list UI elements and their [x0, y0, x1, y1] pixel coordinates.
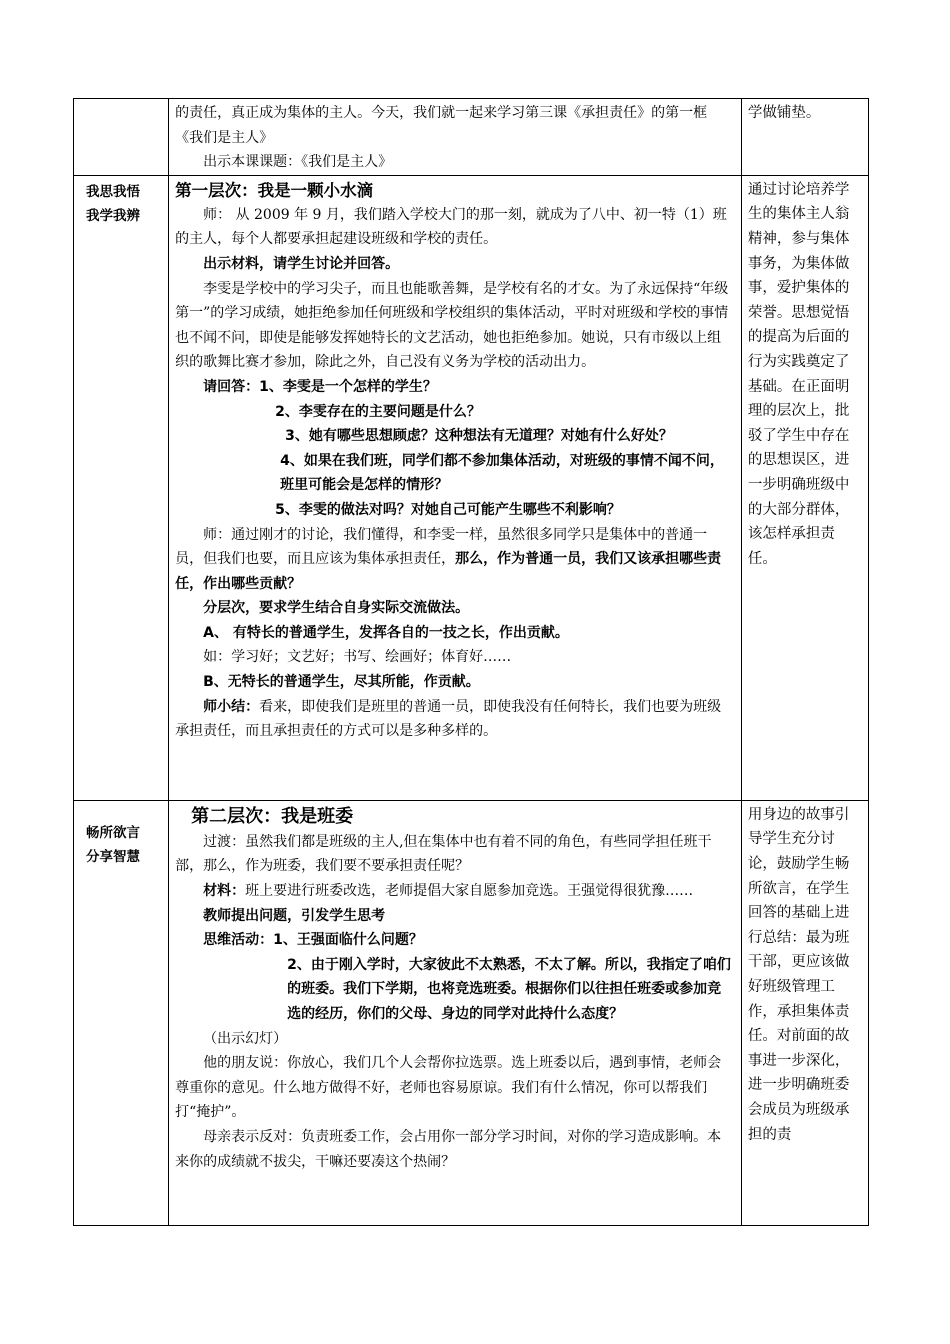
- question: 请回答：1、李雯是一个怎样的学生？: [203, 378, 437, 395]
- paragraph-text: 师：通过刚才的讨论，我们懂得，和李雯一样，虽然很多同学只是集体中的普通一员，但我们也要，而且应该为集体承担责任，: [175, 526, 708, 568]
- section-label: 分享智慧: [86, 848, 140, 865]
- content-cell: [169, 175, 742, 800]
- note-cell: [741, 99, 868, 176]
- paragraph: 母亲表示反对：负责班委工作，会占用你一部分学习时间，对你的学习造成影响。本来你的成绩就不拔尖，干嘛还要凑这个热闹？: [175, 1128, 722, 1170]
- question: 5、李雯的做法对吗？对她自己可能产生哪些不利影响？: [275, 501, 621, 518]
- question: 2、李雯存在的主要问题是什么？: [275, 403, 481, 420]
- paragraph: 师： 从 2009 年 9 月，我们踏入学校大门的那一刻，就成为了八中、初一特（1）班的主人，每个人都要承担起建设班级和学校的责任。: [175, 206, 727, 248]
- table-row: [74, 99, 869, 176]
- paragraph: [175, 695, 735, 744]
- paragraph-text: 班上要进行班委改选，老师提倡大家自愿参加竞选。王强觉得很犹豫……: [245, 882, 694, 899]
- paragraph: 如：学习好；文艺好；书写、绘画好；体育好……: [203, 649, 512, 666]
- paragraph-text: 师小结：: [203, 698, 260, 715]
- paragraph-text: 看来，即使我们是班里的普通一员，即使我没有任何特长，我们也要为班级承担责任，而且承担责任的方式可以是多种多样的。: [175, 698, 722, 740]
- content-cell: [169, 800, 742, 1225]
- paragraph: 出示材料，请学生讨论并回答。: [203, 255, 400, 272]
- paragraph: B、无特长的普通学生，尽其所能，作贡献。: [203, 674, 480, 691]
- paragraph: 出示本课课题：《我们是主人》: [203, 154, 393, 171]
- note-text: 用身边的故事引导学生充分讨论，鼓励学生畅所欲言，在学生回答的基础上进行总结：最为班干部，更应该做好班级管理工作，承担集体责任。对前面的故事进一步深化，进一步明确班委会成员为班级承担的责: [747, 806, 850, 1143]
- lesson-plan-table: [73, 98, 869, 1226]
- paragraph: 分层次，要求学生结合自身实际交流做法。: [203, 600, 470, 617]
- paragraph: A、 有特长的普通学生，发挥各自的一技之长，作出贡献。: [203, 624, 569, 641]
- paragraph-text: 那么，作为普通一员，我们又该承担哪些责任，作出哪些贡献？: [175, 551, 722, 592]
- question: 3、她有哪些思想顾虑？这种想法有无道理？对她有什么好处？: [285, 428, 673, 445]
- paragraph: 过渡：虽然我们都是班级的主人,但在集体中也有着不同的角色，有些同学担任班干部，那么，作为班委，我们要不要承担责任呢？: [175, 833, 712, 875]
- paragraph: 教师提出问题，引发学生思考: [203, 907, 386, 924]
- section-label: 我思我悟: [86, 183, 140, 200]
- paragraph: 他的朋友说：你放心，我们几个人会帮你拉选票。选上班委以后，遇到事情，老师会尊重你的意见。什么地方做得不好，老师也容易原谅。我们有什么情况，你可以帮我们打“掩护”。: [175, 1055, 722, 1121]
- paragraph: 思维活动：1、王强面临什么问题？: [203, 932, 423, 949]
- paragraph: 的责任，真正成为集体的主人。今天，我们就一起来学习第三课《承担责任》的第一框《我们是主人》: [175, 105, 708, 146]
- table-row: [74, 175, 869, 800]
- paragraph: 李雯是学校中的学习尖子，而且也能歌善舞，是学校有名的才女。为了永远保持“年级第一”的学习成绩，她拒绝参加任何班级和学校组织的集体活动，平时对班级和学校的事情也不闻不问，即使是能够发挥她特长的文艺活动，她也拒绝参加。她说，只有市级以上组织的歌舞比赛才参加，除此之外，自己没有义务为学校的活动出力。: [175, 280, 729, 371]
- content-cell: [169, 99, 742, 176]
- note-cell: [741, 175, 868, 800]
- note-text: 学做铺垫。: [747, 105, 821, 121]
- section-label: 畅所欲言: [86, 824, 140, 841]
- section-label: 我学我辨: [86, 207, 140, 224]
- section-label-cell: [74, 800, 169, 1225]
- paragraph: [175, 523, 735, 597]
- section-heading: 第一层次：我是一颗小水滴: [175, 180, 374, 200]
- paragraph-text: 材料：: [203, 882, 246, 899]
- question: 4、如果在我们班，同学们都不参加集体活动，对班级的事情不闻不问，班里可能会是怎样的情形？: [280, 452, 724, 494]
- paragraph: 2、由于刚入学时，大家彼此不太熟悉，不太了解。所以，我指定了咱们的班委。我们下学期，也将竞选班委。根据你们以往担任班委或参加竞选的经历，你们的父母、身边的同学对此持什么态度？: [287, 956, 731, 1022]
- paragraph: （出示幻灯）: [203, 1030, 288, 1047]
- section-heading: 第二层次：我是班委: [191, 805, 354, 827]
- note-cell: [741, 800, 868, 1225]
- section-label-cell: [74, 175, 169, 800]
- section-label-cell: [74, 99, 169, 176]
- paragraph: [175, 879, 735, 904]
- table-row: [74, 800, 869, 1225]
- note-text: 通过讨论培养学生的集体主人翁精神，参与集体事务，为集体做事，爱护集体的荣誉。思想觉悟的提高为后面的行为实践奠定了基础。在正面明理的层次上，批驳了学生中存在的思想误区，进一步明确班级中的大部分群体，该怎样承担责任。: [747, 181, 850, 567]
